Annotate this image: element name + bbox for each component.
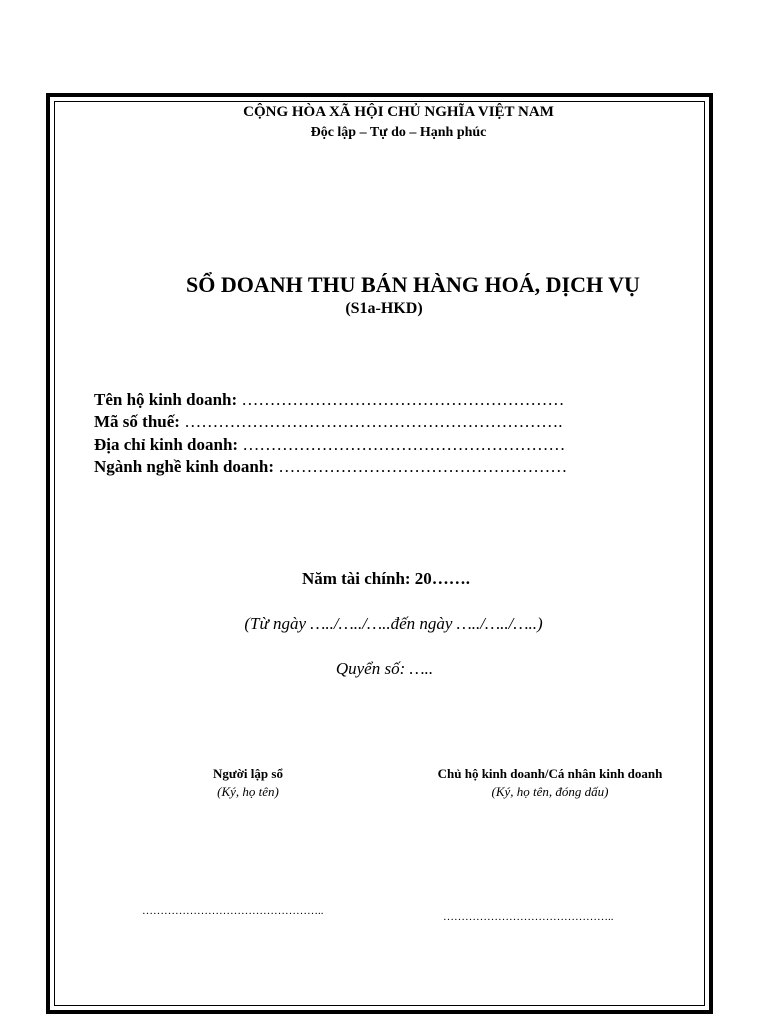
- national-motto: Độc lập – Tự do – Hạnh phúc: [310, 125, 487, 140]
- field-address: [94, 435, 565, 455]
- volume-number: Quyển số: …..: [335, 659, 434, 678]
- page-border-inner: [54, 101, 705, 1006]
- field-tax-code: [94, 412, 562, 432]
- field-industry: [94, 457, 567, 477]
- document-code: (S1a-HKD): [345, 300, 423, 317]
- national-title: CỘNG HÒA XÃ HỘI CHỦ NGHĨA VIỆT NAM: [243, 104, 554, 120]
- owner-title: Chủ hộ kinh doanh/Cá nhân kinh doanh: [437, 766, 663, 781]
- preparer-note: (Ký, họ tên): [217, 784, 279, 799]
- business-name-label: Tên hộ kinh doanh:: [94, 390, 238, 409]
- owner-signature-line: ………………………………………..: [443, 911, 614, 923]
- date-range: (Từ ngày …../…../…..đến ngày …../…../…..): [244, 614, 543, 633]
- business-name-value: …………………………………………………: [237, 390, 565, 409]
- address-label: Địa chỉ kinh doanh:: [94, 435, 239, 454]
- field-business-name: [94, 390, 564, 410]
- industry-value: ……………………………………………: [274, 457, 568, 476]
- industry-label: Ngành nghề kinh doanh:: [94, 457, 275, 476]
- tax-code-value: ………………………………………………………….: [179, 412, 563, 431]
- address-value: …………………………………………………: [238, 435, 566, 454]
- tax-code-label: Mã số thuế:: [94, 412, 180, 431]
- page-border: [46, 93, 713, 1014]
- preparer-signature-line: …………………………………………..: [142, 905, 324, 917]
- owner-note: (Ký, họ tên, đóng dấu): [491, 784, 609, 799]
- fiscal-year: Năm tài chính: 20…….: [301, 569, 471, 588]
- document-title: SỔ DOANH THU BÁN HÀNG HOÁ, DỊCH VỤ: [186, 272, 640, 297]
- preparer-title: Người lập sổ: [213, 766, 283, 781]
